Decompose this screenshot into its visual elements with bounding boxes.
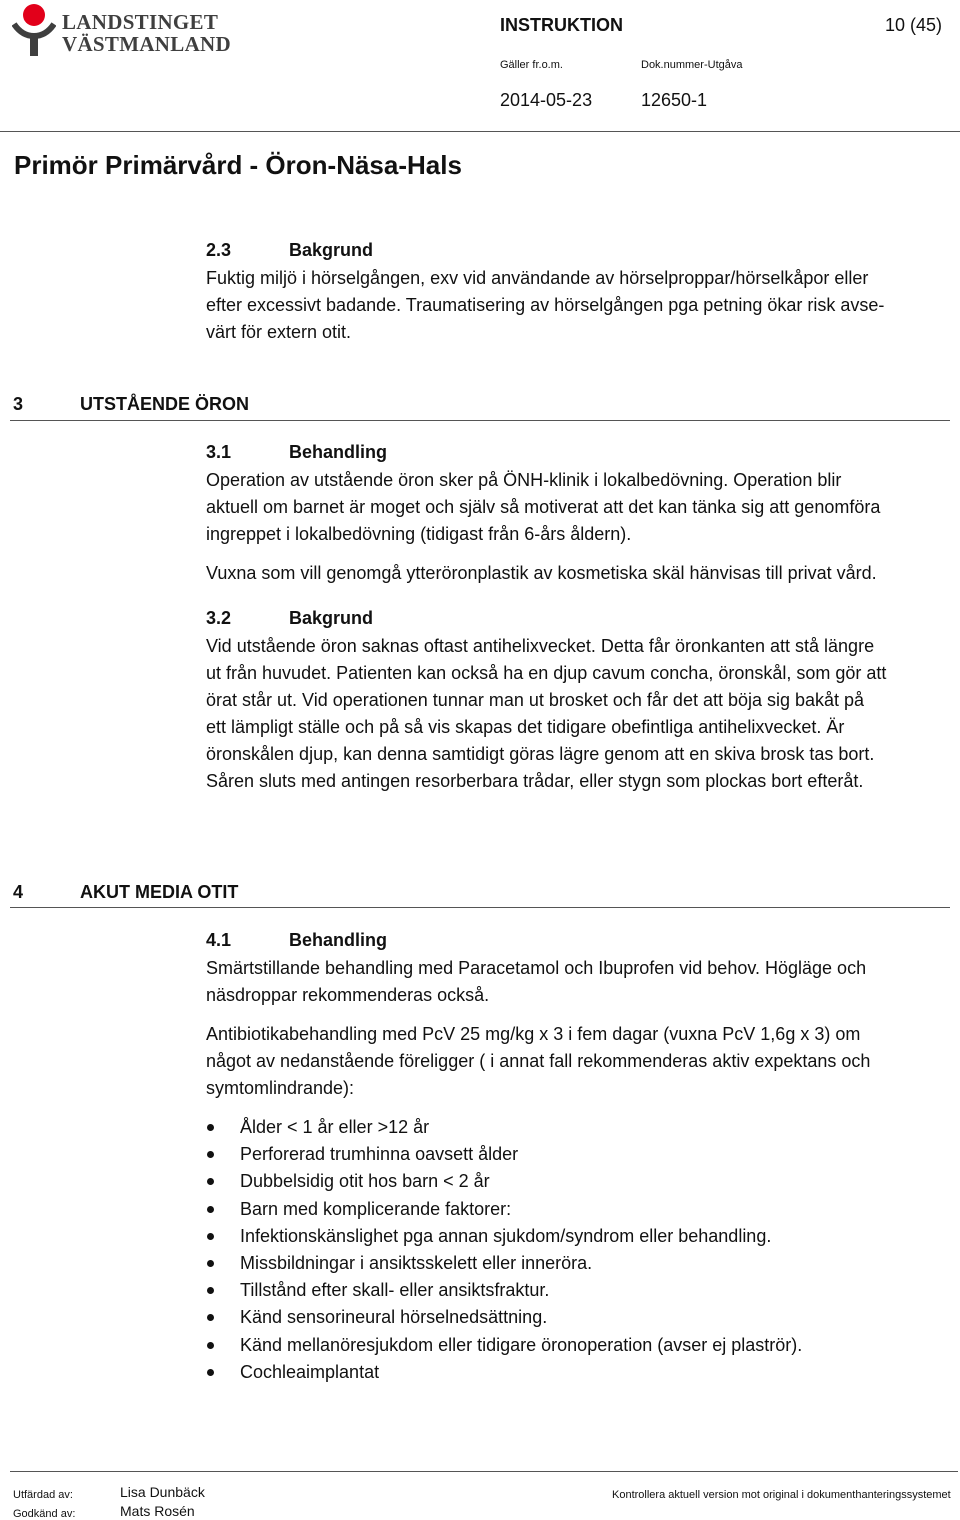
section-2-3-text <box>206 265 951 346</box>
list-item-text: Känd sensorineural hörselnedsättning. <box>240 1307 548 1328</box>
section-3-title: UTSTÅENDE ÖRON <box>80 394 250 414</box>
logo-line-1: LANDSTINGET <box>62 10 219 34</box>
text-line: Smärtstillande behandling med Paracetamol och Ibuprofen vid behov. Högläge och <box>206 958 867 978</box>
text-line: Såren sluts med antingen resorberbara trådar, eller stygn som plockas bort efteråt. <box>206 771 864 791</box>
issued-by-value: Lisa Dunbäck <box>120 1484 205 1500</box>
list-item <box>206 1332 802 1359</box>
section-3-rule <box>10 420 950 421</box>
org-logo <box>12 2 231 60</box>
header-divider <box>0 131 960 132</box>
list-item-text: Ålder < 1 år eller >12 år <box>240 1117 430 1137</box>
footer-note: Kontrollera aktuell version mot original i dokumenthanteringssystemet <box>612 1489 951 1501</box>
bullet-icon <box>207 1178 214 1185</box>
bullet-icon <box>207 1287 214 1294</box>
list-item <box>206 1223 802 1250</box>
text-line: Vid utstående öron saknas oftast antihelixvecket. Detta får öronkanten att stå längre <box>206 636 875 656</box>
doc-number-label: Dok.nummer-Utgåva <box>641 59 743 71</box>
text-line: Operation av utstående öron sker på ÖNH-klinik i lokalbedövning. Operation blir <box>206 470 842 490</box>
list-item-text: Perforerad trumhinna oavsett ålder <box>240 1144 519 1165</box>
text-line: värt för extern otit. <box>206 322 352 342</box>
list-item <box>206 1277 802 1304</box>
section-3-1-title: Behandling <box>289 442 387 462</box>
issued-by-label: Utfärdad av: <box>13 1489 73 1501</box>
list-item-text: Tillstånd efter skall- eller ansiktsfraktur. <box>240 1280 550 1301</box>
list-item <box>206 1304 802 1331</box>
logo-line-2: VÄSTMANLAND <box>62 32 231 56</box>
bullet-icon <box>207 1151 214 1158</box>
criteria-list <box>206 1114 802 1386</box>
approved-by-value: Mats Rosén <box>120 1503 195 1519</box>
list-item-text: Missbildningar i ansiktsskelett eller inneröra. <box>240 1253 593 1274</box>
text-line: aktuell om barnet är moget och själv så motiverat att det kan tänka sig att genomföra <box>206 497 881 517</box>
section-4-title: AKUT MEDIA OTIT <box>80 882 239 902</box>
list-item <box>206 1359 802 1386</box>
footer-divider <box>10 1471 958 1472</box>
valid-from-value: 2014-05-23 <box>500 90 593 110</box>
bullet-icon <box>207 1260 214 1267</box>
section-2-3-number: 2.3 <box>206 240 232 260</box>
text-line: symtomlindrande): <box>206 1078 355 1098</box>
list-item <box>206 1114 802 1141</box>
doc-number-value: 12650-1 <box>641 90 708 110</box>
text-line: Fuktig miljö i hörselgången, exv vid användande av hörselproppar/hörselkåpor eller <box>206 268 869 288</box>
bullet-icon <box>207 1314 214 1321</box>
doc-type: INSTRUKTION <box>500 15 623 35</box>
section-3-2-number: 3.2 <box>206 608 232 628</box>
list-item-text: Dubbelsidig otit hos barn < 2 år <box>240 1171 490 1192</box>
section-3-number: 3 <box>13 394 24 414</box>
text-line: efter excessivt badande. Traumatisering av hörselgången pga petning ökar risk avse- <box>206 295 885 315</box>
bullet-icon <box>207 1233 214 1240</box>
text-line: ingreppet i lokalbedövning (tidigast från 6-års åldern). <box>206 524 632 544</box>
text-line: örat står ut. Vid operationen tunnar man ut brosket och får det att böja sig bakåt på <box>206 690 865 710</box>
page-number: 10 (45) <box>885 15 943 35</box>
section-4-1-title: Behandling <box>289 930 387 950</box>
section-4-number: 4 <box>13 882 24 902</box>
logo-wordmark <box>62 11 231 55</box>
valid-from-label: Gäller fr.o.m. <box>500 59 563 71</box>
section-3-2-text <box>206 633 951 795</box>
bullet-icon <box>207 1342 214 1349</box>
text-line: öronskålen djup, kan denna samtidigt göras lägre genom att en skiva brosk tas bort. <box>206 744 875 764</box>
bullet-icon <box>207 1206 214 1213</box>
list-item <box>206 1196 802 1223</box>
list-item-text: Cochleaimplantat <box>240 1361 380 1382</box>
list-item-text: Känd mellanöresjukdom eller tidigare öronoperation (avser ej plaströr). <box>240 1334 803 1355</box>
list-item <box>206 1141 802 1168</box>
text-line: något av nedanstående föreligger ( i annat fall rekommenderas aktiv expektans och <box>206 1051 871 1071</box>
section-4-1-para-1 <box>206 955 951 1009</box>
section-3-1-para-2 <box>206 560 951 587</box>
logo-figure-icon <box>12 2 56 58</box>
list-item <box>206 1250 802 1277</box>
section-3-2-title: Bakgrund <box>289 608 374 628</box>
approved-by-label: Godkänd av: <box>13 1508 76 1520</box>
text-line: ett lämpligt ställe och på så vis skapas det tidigare obefintliga antihelixvecket. Är <box>206 717 845 737</box>
section-3-1-para-1 <box>206 467 951 548</box>
page-title: Primör Primärvård - Öron-Näsa-Hals <box>14 150 462 180</box>
bullet-icon <box>207 1124 214 1131</box>
list-item-text: Barn med komplicerande faktorer: <box>240 1198 512 1219</box>
text-line: Antibiotikabehandling med PcV 25 mg/kg x 3 i fem dagar (vuxna PcV 1,6g x 3) om <box>206 1024 861 1044</box>
list-item-text: Infektionskänslighet pga annan sjukdom/syndrom eller behandling. <box>240 1225 772 1246</box>
section-4-rule <box>10 907 950 908</box>
bullet-icon <box>207 1369 214 1376</box>
section-4-1-para-2 <box>206 1021 951 1102</box>
text-line: näsdroppar rekommenderas också. <box>206 985 490 1005</box>
list-item <box>206 1168 802 1195</box>
text-line: Vuxna som vill genomgå ytteröronplastik av kosmetiska skäl hänvisas till privat vård. <box>206 563 877 583</box>
text-line: ut från huvudet. Patienten kan också ha en djup cavum concha, öronskål, som gör att <box>206 663 887 683</box>
section-2-3-title: Bakgrund <box>289 240 374 260</box>
section-3-1-number: 3.1 <box>206 442 232 462</box>
section-4-1-number: 4.1 <box>206 930 232 950</box>
